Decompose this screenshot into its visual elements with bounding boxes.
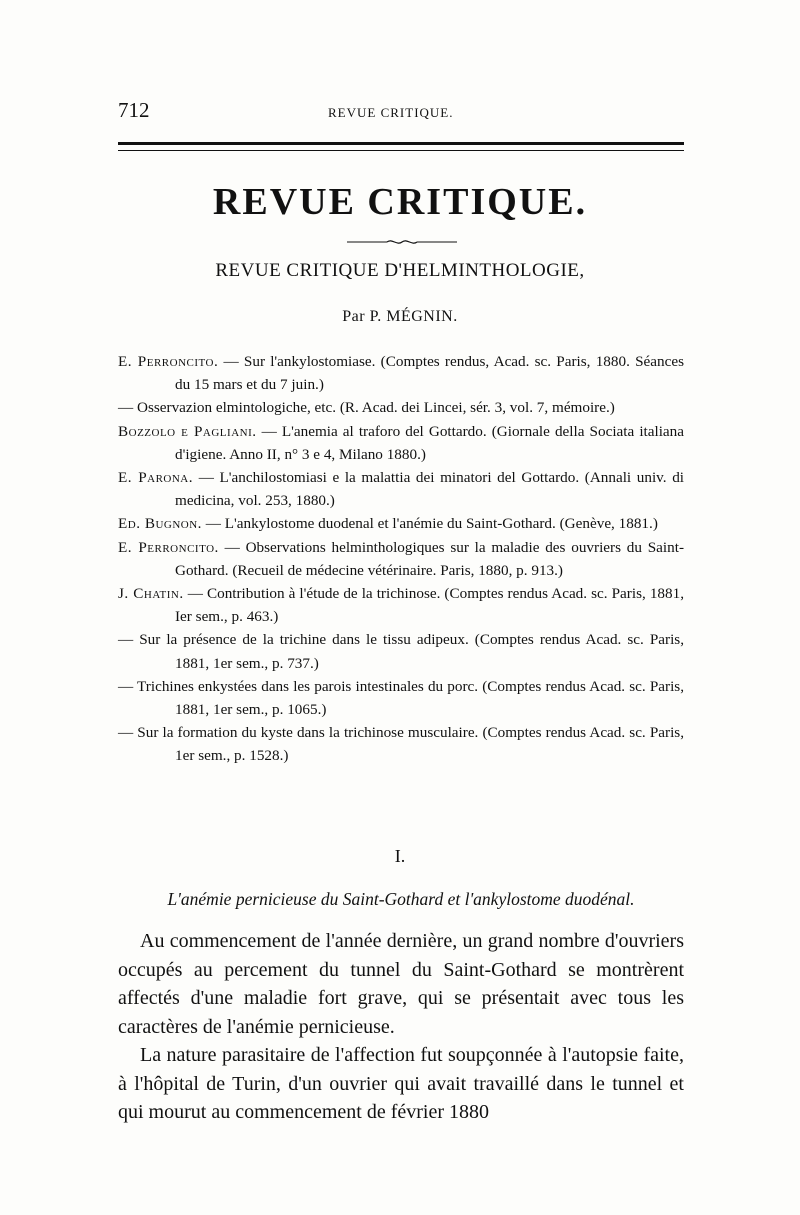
bibliography-entry [118,675,684,721]
entry-author: E. Perroncito. [118,538,219,556]
entry-text: — L'anemia al traforo del Gottardo. (Giornale della Sociata italiana d'igiene. Anno II, n° 3 e 4, Milano 1880.) [175,422,685,463]
entry-text: — Sur l'ankylostomiase. (Comptes rendus, Acad. sc. Paris, 1880. Séances du 15 mars et du 7 juin.) [175,353,684,394]
main-title: REVUE CRITIQUE. [212,181,588,223]
bibliography-entry [118,396,684,419]
bibliography-entry [118,466,684,512]
body-text [118,927,684,1127]
subtitle: REVUE CRITIQUE D'HELMINTHOLOGIE, [215,260,585,281]
section-number: I. [394,846,406,866]
running-head [118,98,684,124]
running-title: REVUE CRITIQUE. [328,105,454,120]
bibliography [118,350,684,768]
entry-text: — Sur la présence de la trichine dans le tissu adipeux. (Comptes rendus Acad. sc. Paris, 1881, 1er sem., p. 737.) [118,631,684,672]
entry-text: — Osservazion elmintologiche, etc. (R. Acad. dei Lincei, sér. 3, vol. 7, mémoire.) [118,399,615,417]
bibliography-entry [118,536,684,582]
ornament-divider [347,238,457,246]
header-rule-thick [118,142,684,145]
entry-author: Ed. Bugnon. [118,515,202,533]
entry-text: — Trichines enkystées dans les parois intestinales du porc. (Comptes rendus Acad. sc. Paris, 1881, 1er sem., p. 1065.) [118,677,684,719]
entry-text: — Observations helminthologiques sur la maladie des ouvriers du Saint-Gothard. (Recueil de médecine vétérinaire. Paris, 1880, p. 913.) [175,538,685,579]
paragraph: Au commencement de l'année dernière, un grand nombre d'ouvriers occupés au percement du tunnel du Saint-Gothard se montrèrent affectés d'une maladie fort grave, qui se présentait avec tous les caractères de l'anémie pernicieuse. [118,930,684,1038]
bibliography-entry [118,350,684,396]
bibliography-entry [118,420,684,466]
bibliography-entry [118,512,684,535]
paragraph: La nature parasitaire de l'affection fut soupçonnée à l'autopsie faite, à l'hôpital de Turin, d'un ouvrier qui avait travaillé dans le tunnel et qui mourut au commencement de février 1880 [118,1044,684,1123]
author-line: Par P. MÉGNIN. [342,308,458,325]
header-rule-thin [118,150,684,151]
bibliography-entry [118,582,684,628]
entry-text: — L'ankylostome duodenal et l'anémie du Saint-Gothard. (Genève, 1881.) [205,515,658,533]
entry-author: E. Perroncito. [118,353,219,370]
entry-author: E. Parona. [118,469,194,487]
bibliography-entry [118,628,684,674]
section-title: L'anémie pernicieuse du Saint-Gothard et l'ankylostome duodénal. [167,889,635,909]
entry-text: — L'anchilostomiasi e la malattia dei minatori del Gottardo. (Annali univ. di medicina, vol. 253, 1880.) [175,469,685,510]
entry-text: — Contribution à l'étude de la trichinose. (Comptes rendus Acad. sc. Paris, 1881, Ier sem., p. 463.) [175,585,684,626]
page-number: 712 [118,98,150,122]
bibliography-entry [118,721,684,767]
entry-text: — Sur la formation du kyste dans la trichinose musculaire. (Comptes rendus Acad. sc. Paris, 1er sem., p. 1528.) [118,724,684,765]
entry-author: Bozzolo e Pagliani. [118,422,257,440]
entry-author: J. Chatin. [118,585,184,603]
